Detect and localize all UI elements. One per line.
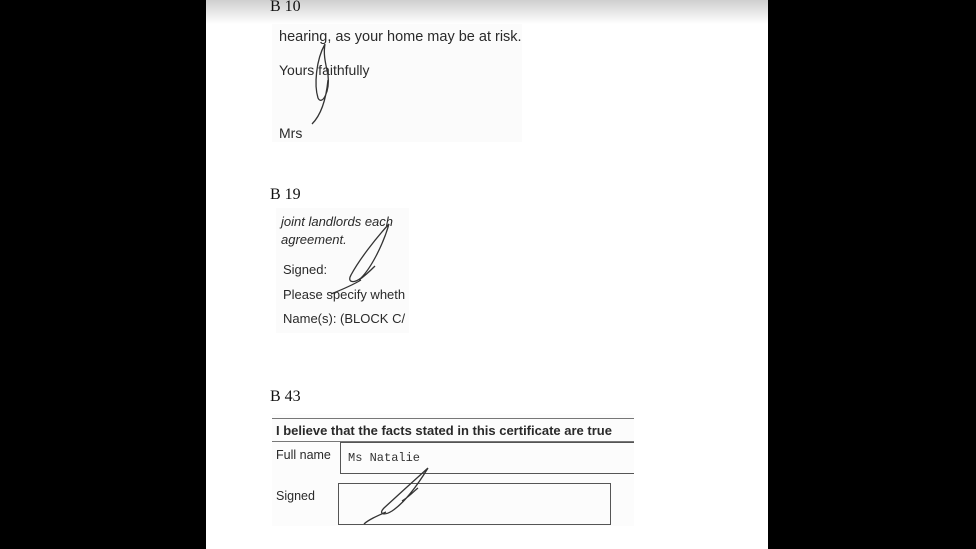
signature-icon [331,220,401,300]
signature-icon [306,40,336,130]
excerpt-line: Signed: [283,262,328,277]
divider [272,418,634,419]
section-ref-b43: B 43 [270,388,301,405]
excerpt-line: Mrs [279,125,303,141]
excerpt-line: Please specify wheth [283,287,406,302]
signed-label: Signed [276,489,315,503]
full-name-label: Full name [276,448,331,462]
full-name-value: Ms Natalie [348,451,421,465]
excerpt-line: Name(s): (BLOCK C/ [283,311,406,326]
excerpt-line: Yours faithfully [279,62,370,78]
excerpt-line: hearing, as your home may be at risk. [279,29,522,45]
section-ref-b19: B 19 [270,186,301,203]
certificate-form [272,414,634,526]
excerpt-line: joint landlords each [281,214,394,229]
document-page [206,0,768,549]
certificate-statement: I believe that the facts stated in this certificate are true [276,423,612,438]
section-ref-b10: B 10 [270,0,301,15]
signature-icon [362,466,432,526]
excerpt-line: agreement. [281,232,347,247]
